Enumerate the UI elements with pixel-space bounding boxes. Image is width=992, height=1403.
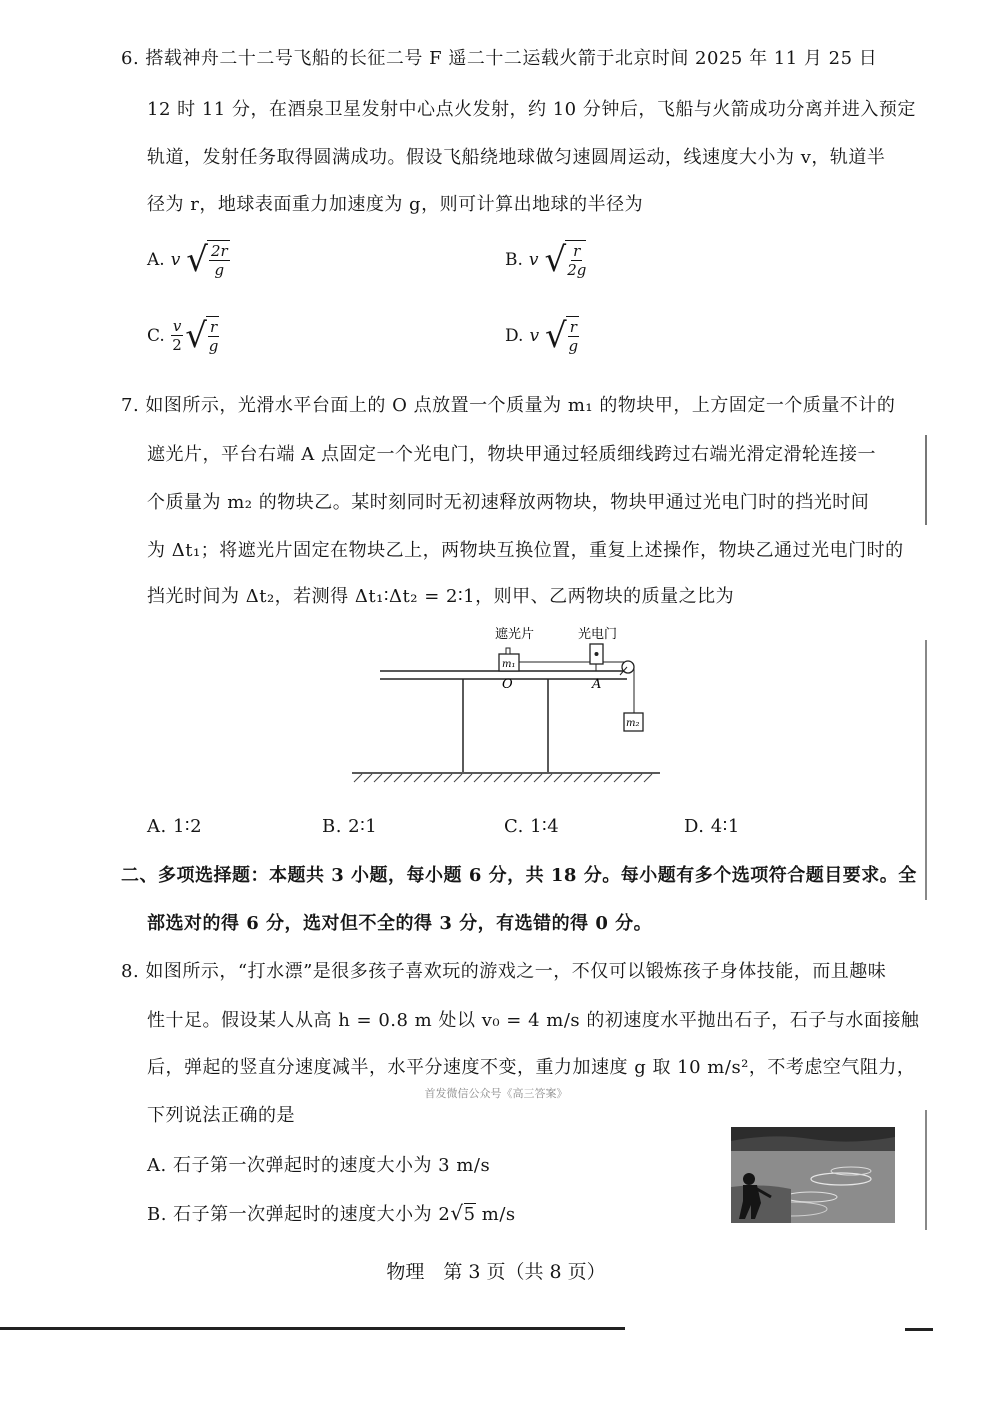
q6-option-b-label: B.	[505, 249, 523, 270]
q6-option-a: A. v √ $\frac{2r}{g}$	[147, 239, 228, 280]
scan-edge-1	[925, 435, 927, 525]
q8-line-4: 下列说法正确的是	[147, 1105, 295, 1126]
q8-line-3: 后，弹起的竖直分速度减半，水平分速度不变，重力加速度 g 取 10 m/s²，不考虑空气阻力，	[147, 1057, 916, 1078]
q8-option-b-unit: m/s	[475, 1204, 516, 1225]
q6-option-c-label: C.	[147, 325, 165, 346]
q6-option-a-num: 2r	[210, 242, 228, 260]
q8-line-2: 性十足。假设某人从高 h = 0.8 m 处以 v₀ = 4 m/s 的初速度水平抛出石子，石子与水面接触	[147, 1010, 920, 1031]
scan-edge-3	[925, 1110, 927, 1230]
ground-hatch	[354, 774, 652, 782]
label-shade: 遮光片	[495, 627, 535, 642]
label-a: A	[592, 677, 602, 692]
q6-option-d-coef: v	[529, 325, 540, 346]
q6-line-1: 6. 搭载神舟二十二号飞船的长征二号 F 遥二十二运载火箭于北京时间 2025 年 11 月 25 日	[121, 48, 878, 69]
q6-option-b-coef: v	[528, 249, 539, 270]
q7-option-c: C. 1∶4	[504, 816, 560, 837]
stone-skipping-photo	[731, 1127, 895, 1223]
q7-option-b: B. 2∶1	[322, 816, 378, 837]
scan-edge-2	[925, 640, 927, 900]
q7-option-d: D. 4∶1	[684, 816, 740, 837]
scan-line	[0, 1327, 625, 1330]
watermark: 首发微信公众号《高三答案》	[424, 1087, 568, 1100]
q6-option-a-den: g	[214, 261, 225, 279]
q6-option-c-den: g	[208, 337, 219, 355]
q8-option-a: A. 石子第一次弹起时的速度大小为 3 m/s	[147, 1155, 491, 1176]
pulley-diagram	[340, 622, 670, 787]
q7-line-2: 遮光片，平台右端 A 点固定一个光电门，物块甲通过轻质细线跨过右端光滑定滑轮连接一	[147, 444, 876, 465]
q6-option-b: B. v √ $\frac{r}{2g}$	[505, 239, 587, 280]
q7-option-a: A. 1∶2	[147, 816, 203, 837]
q6-line-4: 径为 r，地球表面重力加速度为 g，则可计算出地球的半径为	[147, 194, 644, 215]
q6-option-a-label: A.	[147, 249, 165, 270]
q6-option-b-den: 2g	[567, 261, 587, 279]
section2-line-1: 二、多项选择题：本题共 3 小题，每小题 6 分，共 18 分。每小题有多个选项符合题目要求。全	[121, 865, 917, 886]
q6-option-d: D. v √ $\frac{r}{g}$	[505, 315, 579, 356]
photogate-dot	[595, 652, 599, 656]
q7-line-1: 7. 如图所示，光滑水平台面上的 O 点放置一个质量为 m₁ 的物块甲，上方固定一个质量不计的	[121, 395, 896, 416]
q6-line-2: 12 时 11 分，在酒泉卫星发射中心点火发射，约 10 分钟后，飞船与火箭成功分离并进入预定	[147, 99, 916, 120]
label-o: O	[502, 677, 513, 692]
q8-option-b-root: 5	[463, 1204, 476, 1225]
q6-line-3: 轨道，发射任务取得圆满成功。假设飞船绕地球做匀速圆周运动，线速度大小为 v，轨道半	[147, 147, 886, 168]
q8-option-b-prefix: B. 石子第一次弹起时的速度大小为 2	[147, 1204, 451, 1225]
label-gate: 光电门	[578, 627, 618, 642]
q6-option-d-num: r	[569, 318, 577, 336]
page-footer: 物理 第 3 页（共 8 页）	[386, 1261, 606, 1283]
label-m1: m₁	[502, 659, 516, 670]
q6-option-c: C. $\frac{v}{2}$ √ $\frac{r}{g}$	[147, 315, 219, 356]
q8-line-1: 8. 如图所示，“打水漂”是很多孩子喜欢玩的游戏之一，不仅可以锻炼孩子身体技能，而且趣味	[121, 961, 887, 982]
q6-option-b-num: r	[573, 242, 581, 260]
q6-option-d-label: D.	[505, 325, 524, 346]
q6-option-d-den: g	[568, 337, 579, 355]
label-m2: m₂	[626, 718, 640, 729]
q7-line-5: 挡光时间为 Δt₂，若测得 Δt₁∶Δt₂ = 2∶1，则甲、乙两物块的质量之比为	[147, 586, 735, 607]
shade-plate	[506, 648, 510, 654]
q7-line-3: 个质量为 m₂ 的物块乙。某时刻同时无初速释放两物块，物块甲通过光电门时的挡光时间	[147, 492, 870, 513]
q7-line-4: 为 Δt₁；将遮光片固定在物块乙上，两物块互换位置，重复上述操作，物块乙通过光电门时的	[147, 540, 904, 561]
q8-option-b: B. 石子第一次弹起时的速度大小为 2√5 m/s	[147, 1201, 516, 1225]
section2-line-2: 部选对的得 6 分，选对但不全的得 3 分，有选错的得 0 分。	[147, 913, 653, 934]
q6-option-c-coef-den: 2	[172, 336, 182, 354]
scan-line-right	[905, 1328, 933, 1331]
q6-option-c-num: r	[209, 318, 218, 336]
q6-option-c-coef-num: v	[172, 317, 182, 335]
q6-option-a-coef: v	[170, 249, 181, 270]
